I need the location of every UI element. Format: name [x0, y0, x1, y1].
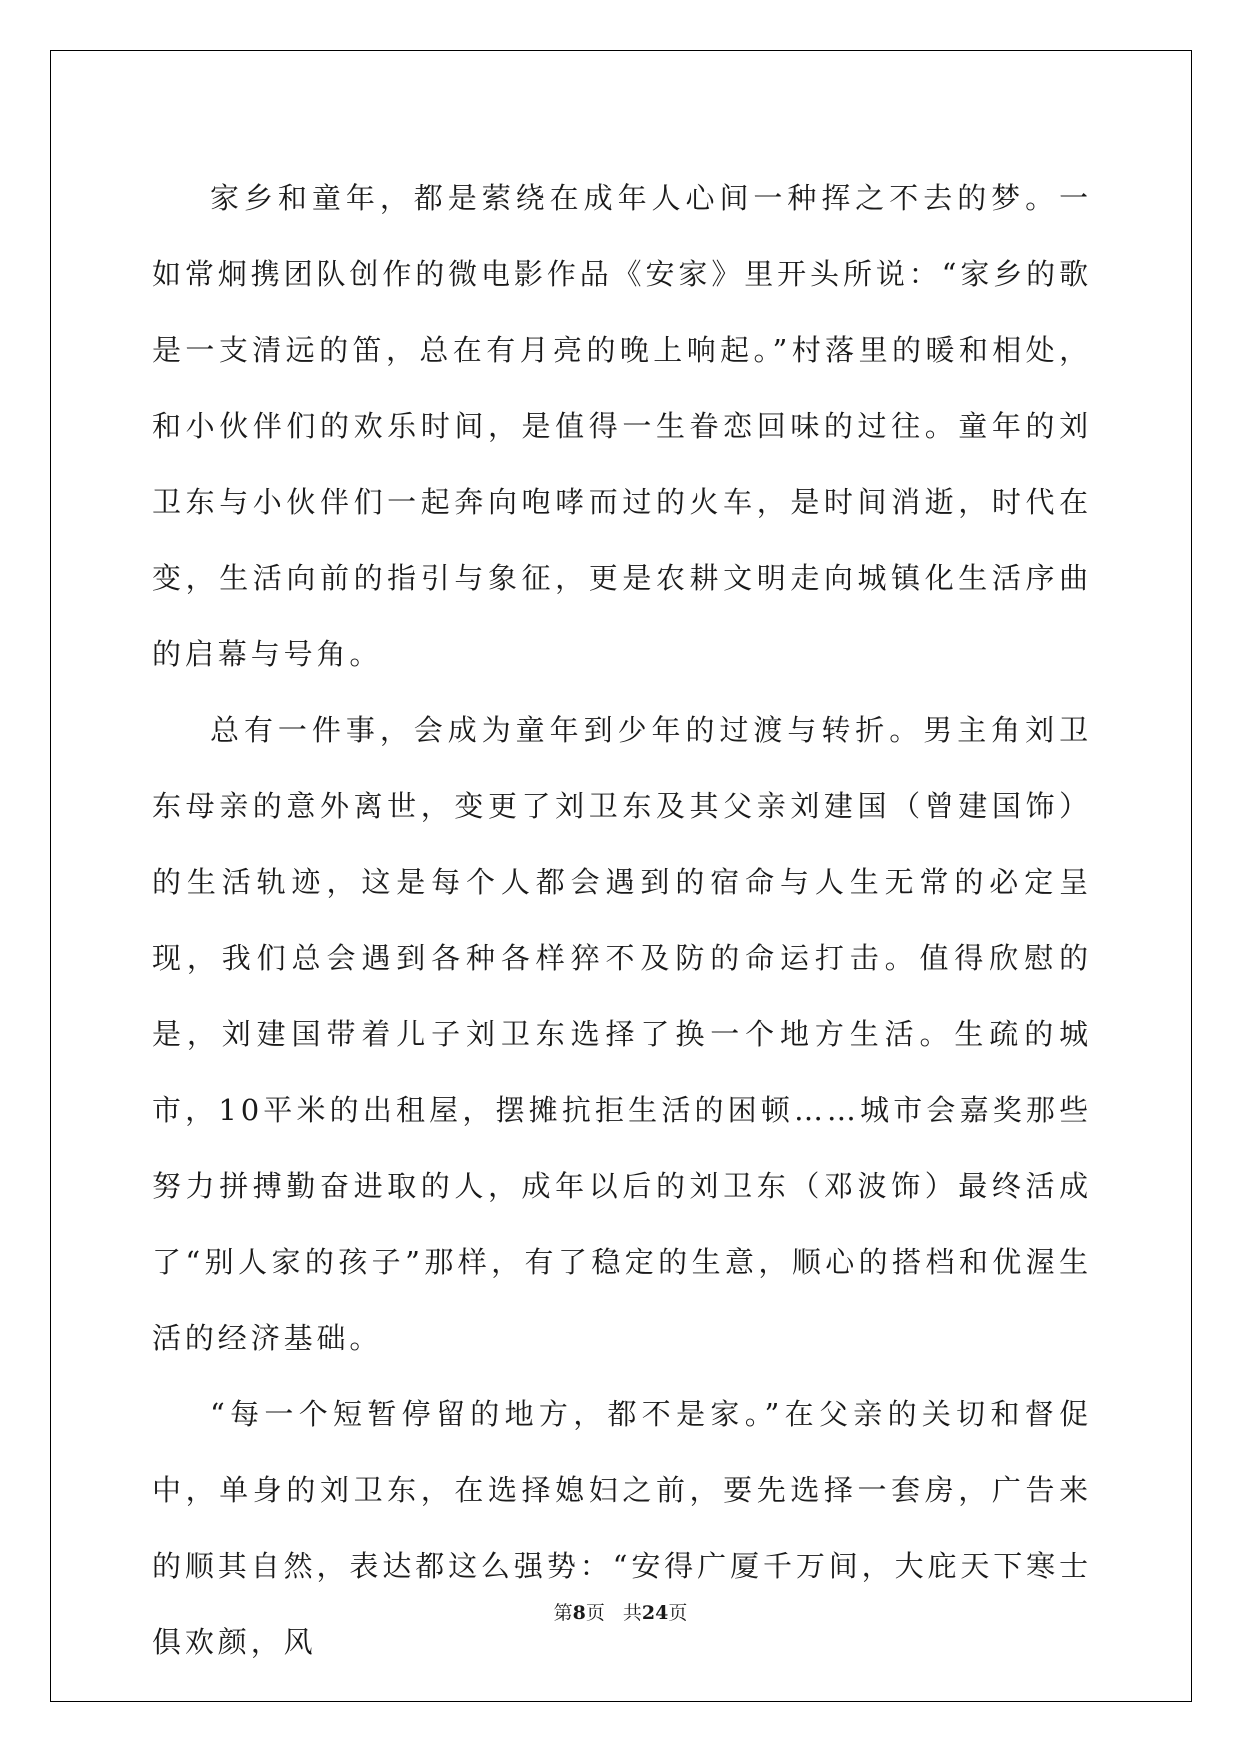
page-footer [0, 1598, 1241, 1625]
page-suffix: 页 [585, 1602, 605, 1624]
paragraph-2: 总有一件事，会成为童年到少年的过渡与转折。男主角刘卫东母亲的意外离世，变更了刘卫东及其父亲刘建国（曾建国饰）的生活轨迹，这是每个人都会遇到的宿命与人生无常的必定呈现，我们总会遇到各种各样猝不及防的命运打击。值得欣慰的是，刘建国带着儿子刘卫东选择了换一个地方生活。生疏的城市，10平米的出租屋，摆摊抗拒生活的困顿……城市会嘉奖那些努力拼搏勤奋进取的人，成年以后的刘卫东（邓波饰）最终活成了“别人家的孩子”那样，有了稳定的生意，顺心的搭档和优渥生活的经济基础。 [152, 713, 1092, 1355]
total-prefix: 共 [622, 1602, 642, 1624]
total-suffix: 页 [668, 1602, 688, 1624]
paragraph-1: 家乡和童年，都是萦绕在成年人心间一种挥之不去的梦。一如常炯携团队创作的微电影作品《安家》里开头所说：“家乡的歌是一支清远的笛，总在有月亮的晚上响起。”村落里的暖和相处，和小伙伴们的欢乐时间，是值得一生眷恋回味的过往。童年的刘卫东与小伙伴们一起奔向咆哮而过的火车，是时间消逝，时代在变，生活向前的指引与象征，更是农耕文明走向城镇化生活序曲的启幕与号角。 [152, 181, 1092, 671]
page-total: 24 [641, 1602, 669, 1624]
document-body [152, 160, 1092, 1680]
page-prefix: 第 [553, 1602, 573, 1624]
paragraph-3: “每一个短暂停留的地方，都不是家。”在父亲的关切和督促中，单身的刘卫东，在选择媳妇之前，要先选择一套房，广告来的顺其自然，表达都这么强势：“安得广厦千万间，大庇天下寒士俱欢颜，风 [152, 1397, 1092, 1659]
page-current: 8 [572, 1602, 586, 1624]
